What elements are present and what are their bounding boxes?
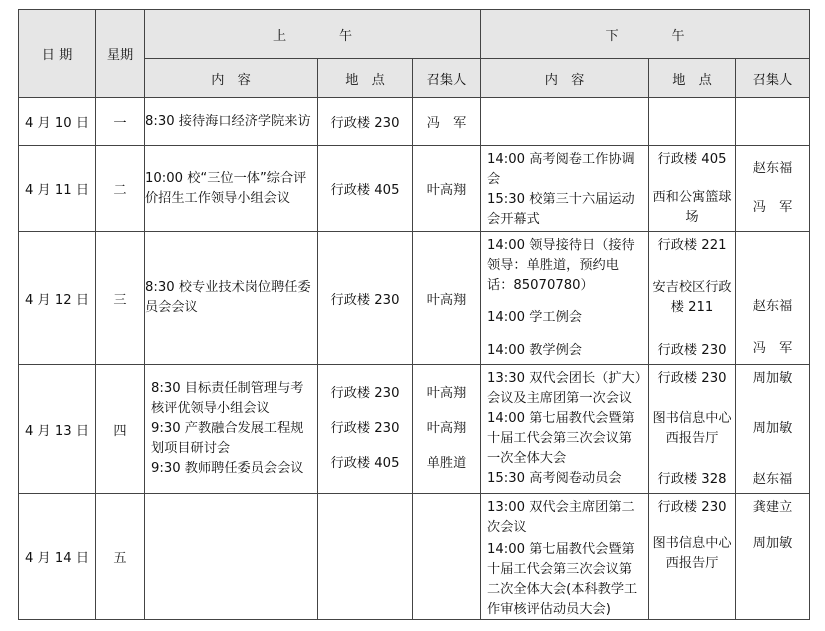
pm-content-item: 15:30 高考阅卷动员会 xyxy=(487,470,622,486)
pm-location-item: 行政楼 221 xyxy=(657,237,727,253)
am-location-item: 行政楼 230 xyxy=(330,292,400,308)
am-convener xyxy=(413,232,481,365)
am-location-item: 行政楼 230 xyxy=(330,385,400,401)
pm-location-item: 西和公寓篮球场 xyxy=(652,189,732,225)
am-convener xyxy=(413,365,481,494)
pm-convener xyxy=(736,365,810,494)
pm-location-item: 安吉校区行政楼 211 xyxy=(652,280,732,315)
row-date: 4 月 13 日 xyxy=(19,365,96,494)
am-location-item: 行政楼 405 xyxy=(330,456,400,472)
pm-convener xyxy=(736,494,810,620)
pm-convener-item: 周加敏 xyxy=(752,421,793,436)
am-location xyxy=(318,232,413,365)
table-row xyxy=(19,365,810,494)
pm-content-item: 14:00 高考阅卷工作协调会 xyxy=(487,151,635,187)
pm-location xyxy=(649,146,736,232)
pm-convener-item: 冯 军 xyxy=(752,340,793,356)
pm-convener-item: 赵东福 xyxy=(752,471,793,487)
table-row xyxy=(19,146,810,232)
am-convener xyxy=(413,146,481,232)
pm-convener-item: 周加敏 xyxy=(752,370,793,386)
header-am-content: 内 容 xyxy=(145,59,318,98)
am-location-item: 行政楼 230 xyxy=(330,116,400,131)
am-convener-item: 叶高翔 xyxy=(426,385,467,401)
am-content xyxy=(145,232,318,365)
am-location xyxy=(318,146,413,232)
header-am-location: 地 点 xyxy=(318,59,413,98)
pm-content-item: 14:00 学工例会 xyxy=(487,310,582,325)
pm-convener xyxy=(736,98,810,146)
pm-content-item: 14:00 第七届教代会暨第十届工代会第三次会议第二次全体大会(本科教学工作审核评估动员大会) xyxy=(487,541,638,617)
pm-content xyxy=(481,232,649,365)
header-afternoon: 下 午 xyxy=(481,10,810,59)
am-convener-item: 叶高翔 xyxy=(426,421,467,436)
am-content xyxy=(145,98,318,146)
header-pm-content: 内 容 xyxy=(481,59,649,98)
am-content-item: 9:30 教师聘任委员会会议 xyxy=(151,461,304,476)
pm-location-item: 行政楼 230 xyxy=(657,499,727,515)
pm-location-item: 行政楼 230 xyxy=(657,370,727,386)
pm-location-item: 图书信息中心西报告厅 xyxy=(652,411,732,446)
am-content xyxy=(145,365,318,494)
pm-content-item: 14:00 领导接待日（接待领导：单胜道，预约电话：85070780） xyxy=(487,237,635,293)
header-date: 日 期 xyxy=(19,10,96,98)
pm-location xyxy=(649,232,736,365)
row-weekday: 一 xyxy=(96,98,145,146)
am-convener xyxy=(413,494,481,620)
pm-location-item: 图书信息中心西报告厅 xyxy=(652,535,732,571)
header-morning: 上 午 xyxy=(145,10,481,59)
row-date: 4 月 10 日 xyxy=(19,98,96,146)
row-weekday: 四 xyxy=(96,365,145,494)
pm-location xyxy=(649,494,736,620)
am-content-item: 8:30 接待海口经济学院来访 xyxy=(145,113,311,129)
table-row xyxy=(19,232,810,365)
pm-convener-item: 赵东福 xyxy=(752,298,793,314)
am-location xyxy=(318,494,413,620)
am-convener-item: 叶高翔 xyxy=(426,292,467,308)
pm-location xyxy=(649,98,736,146)
row-weekday: 五 xyxy=(96,494,145,620)
header-pm-convener: 召集人 xyxy=(736,59,810,98)
am-location-item: 行政楼 405 xyxy=(330,183,400,198)
pm-location-item: 行政楼 405 xyxy=(657,151,727,167)
pm-location xyxy=(649,365,736,494)
am-content-item: 9:30 产教融合发展工程规划项目研讨会 xyxy=(151,421,304,456)
row-date: 4 月 14 日 xyxy=(19,494,96,620)
am-convener-item: 叶高翔 xyxy=(426,183,467,198)
pm-location-item: 行政楼 328 xyxy=(657,471,727,487)
pm-location-item: 行政楼 230 xyxy=(657,342,727,358)
row-date: 4 月 12 日 xyxy=(19,232,96,365)
row-weekday: 三 xyxy=(96,232,145,365)
table-row xyxy=(19,98,810,146)
pm-content-item: 14:00 第七届教代会暨第十届工代会第三次会议第一次全体大会 xyxy=(487,410,635,466)
am-content xyxy=(145,494,318,620)
pm-content-item: 13:00 双代会主席团第二次会议 xyxy=(487,499,635,535)
am-location-item: 行政楼 230 xyxy=(330,421,400,436)
row-date: 4 月 11 日 xyxy=(19,146,96,232)
weekly-schedule-table xyxy=(18,9,810,620)
header-am-convener: 召集人 xyxy=(413,59,481,98)
pm-content xyxy=(481,146,649,232)
am-location xyxy=(318,365,413,494)
am-content-item: 8:30 校专业技术岗位聘任委员会会议 xyxy=(145,280,311,315)
pm-convener-item: 龚建立 xyxy=(752,499,793,515)
table-row xyxy=(19,494,810,620)
pm-content-item: 14:00 教学例会 xyxy=(487,342,582,358)
am-convener-item: 单胜道 xyxy=(426,456,467,472)
header-pm-location: 地 点 xyxy=(649,59,736,98)
pm-content xyxy=(481,494,649,620)
row-weekday: 二 xyxy=(96,146,145,232)
pm-convener xyxy=(736,146,810,232)
pm-convener-item: 赵东福 xyxy=(752,161,793,176)
pm-content xyxy=(481,98,649,146)
pm-content xyxy=(481,365,649,494)
am-location xyxy=(318,98,413,146)
pm-convener-item: 周加敏 xyxy=(752,535,793,551)
header-weekday: 星期 xyxy=(96,10,145,98)
pm-content-item: 15:30 校第三十六届运动会开幕式 xyxy=(487,191,635,227)
pm-content-item: 13:30 双代会团长（扩大）会议及主席团第一次会议 xyxy=(487,370,642,406)
pm-convener-item: 冯 军 xyxy=(752,200,793,215)
am-content-item: 8:30 目标责任制管理与考核评优领导小组会议 xyxy=(151,381,304,416)
pm-convener xyxy=(736,232,810,365)
am-convener xyxy=(413,98,481,146)
am-content xyxy=(145,146,318,232)
am-content-item: 10:00 校“三位一体”综合评价招生工作领导小组会议 xyxy=(145,170,307,206)
am-convener-item: 冯 军 xyxy=(426,116,467,131)
